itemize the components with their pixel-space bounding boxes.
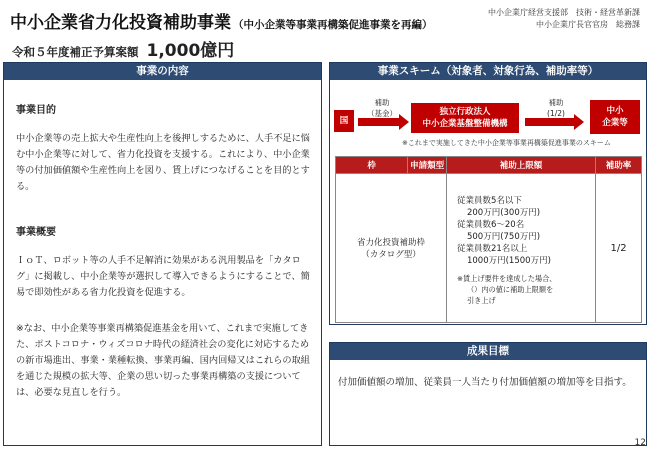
limit-line: 従業員数6～20名 xyxy=(456,219,525,230)
budget-amount: 1,000億円 xyxy=(146,41,235,61)
limit-line: 500万円(750万円) xyxy=(466,231,541,242)
node-sme-line2: 企業等 xyxy=(602,118,628,128)
purpose-title: 事業目的 xyxy=(16,105,56,116)
purpose-text: 中小企業等の売上拡大や生産性向上を後押しするために、人手不足に悩む中小企業等に対して、省力化投資を支援する。これにより、中小企業等の付加価値額や生産性向上を図り、賃上げにつなげることを目的とする。 xyxy=(16,133,310,192)
budget-line xyxy=(12,36,234,61)
department-line-1: 中小企業庁経営支援部 技術・経営革新課 xyxy=(488,8,640,17)
content-panel xyxy=(3,62,322,446)
arrow2-label-line1: 補助 xyxy=(548,98,564,107)
content-heading: 事業の内容 xyxy=(4,63,321,80)
note-text: ※なお、中小企業等事業再構築促進基金を用いて、これまで実施してきた、ポストコロナ・ウィズコロナ時代の経済社会の変化に対応するための新市場進出、事業・業種転換、事業再編、国内回帰又はこれらの取組を通じた規模の拡大等、企業の思い切った事業再構築の支援については、必要な見直しを行う。 xyxy=(16,323,310,398)
arrow1-label xyxy=(360,97,404,119)
table-header-row xyxy=(336,157,642,174)
arrow2-label-line2: (1/2) xyxy=(547,109,565,118)
limit-line: 200万円(300万円) xyxy=(466,207,541,218)
limit-note-line: ※賃上げ要件を達成した場合、 xyxy=(456,273,557,283)
overview-title: 事業概要 xyxy=(16,227,56,238)
arrow2-shaft xyxy=(525,118,575,126)
frame-name-cell xyxy=(336,174,447,323)
title-main: 中小企業省力化投資補助事業 xyxy=(10,13,231,33)
limit-line: 従業員数5名以下 xyxy=(456,195,522,206)
arrow1-label-line2: （基金） xyxy=(367,109,397,118)
overview-text: ＩｏＴ、ロボット等の人手不足解消に効果がある汎用製品を「カタログ」に掲載し、中小企業等が選択して導入できるようにすることで、簡易で即効性がある省力化投資を促進する。 xyxy=(16,255,310,298)
limit-note-line: （）内の値に補助上限額を xyxy=(466,284,554,294)
frame-name-line2: （カタログ型） xyxy=(361,250,421,260)
scheme-note: ※これまで実施してきた中小企業等事業再構築促進事業のスキーム xyxy=(402,139,611,147)
subsidy-table xyxy=(335,156,642,323)
arrow1-shaft xyxy=(358,118,400,126)
arrow1-label-line1: 補助 xyxy=(374,98,390,107)
department-line-2: 中小企業庁長官官房 総務課 xyxy=(536,20,640,29)
limit-note xyxy=(457,273,591,306)
table-row xyxy=(336,174,642,323)
page-title xyxy=(10,8,433,33)
result-panel xyxy=(329,342,647,446)
arrow2-head xyxy=(574,114,584,130)
limit-line: 1000万円(1500万円) xyxy=(466,255,551,266)
page-number: 12 xyxy=(634,438,646,448)
limit-note-line: 引き上げ xyxy=(466,295,496,305)
limit-line: 従業員数21名以上 xyxy=(456,243,528,254)
col-header-limit: 補助上限額 xyxy=(446,157,595,174)
node-sme-line1: 中小 xyxy=(606,106,624,116)
node-country: 国 xyxy=(334,110,354,132)
subsidy-rate-cell: 1/2 xyxy=(596,174,642,323)
result-text: 付加価値額の増加、従業員一人当たり付加価値額の増加等を目指す。 xyxy=(338,377,632,388)
result-heading: 成果目標 xyxy=(330,343,646,360)
budget-label: 令和５年度補正予算案額 xyxy=(12,45,139,59)
title-subtitle: （中小企業等事業再構築促進事業を再編） xyxy=(233,19,433,31)
col-header-rate: 補助率 xyxy=(596,157,642,174)
scheme-heading: 事業スキーム（対象者、対象行為、補助率等） xyxy=(330,63,646,80)
frame-name-line1: 省力化投資補助枠 xyxy=(356,238,425,248)
col-header-type: 申請類型 xyxy=(408,157,447,174)
node-agency-line1: 独立行政法人 xyxy=(439,107,491,117)
col-header-frame: 枠 xyxy=(336,157,408,174)
node-sme xyxy=(590,100,640,134)
arrow1-head xyxy=(399,114,409,130)
limit-cell xyxy=(446,174,595,323)
node-agency-line2: 中小企業基盤整備機構 xyxy=(422,119,508,129)
node-agency xyxy=(411,103,519,133)
